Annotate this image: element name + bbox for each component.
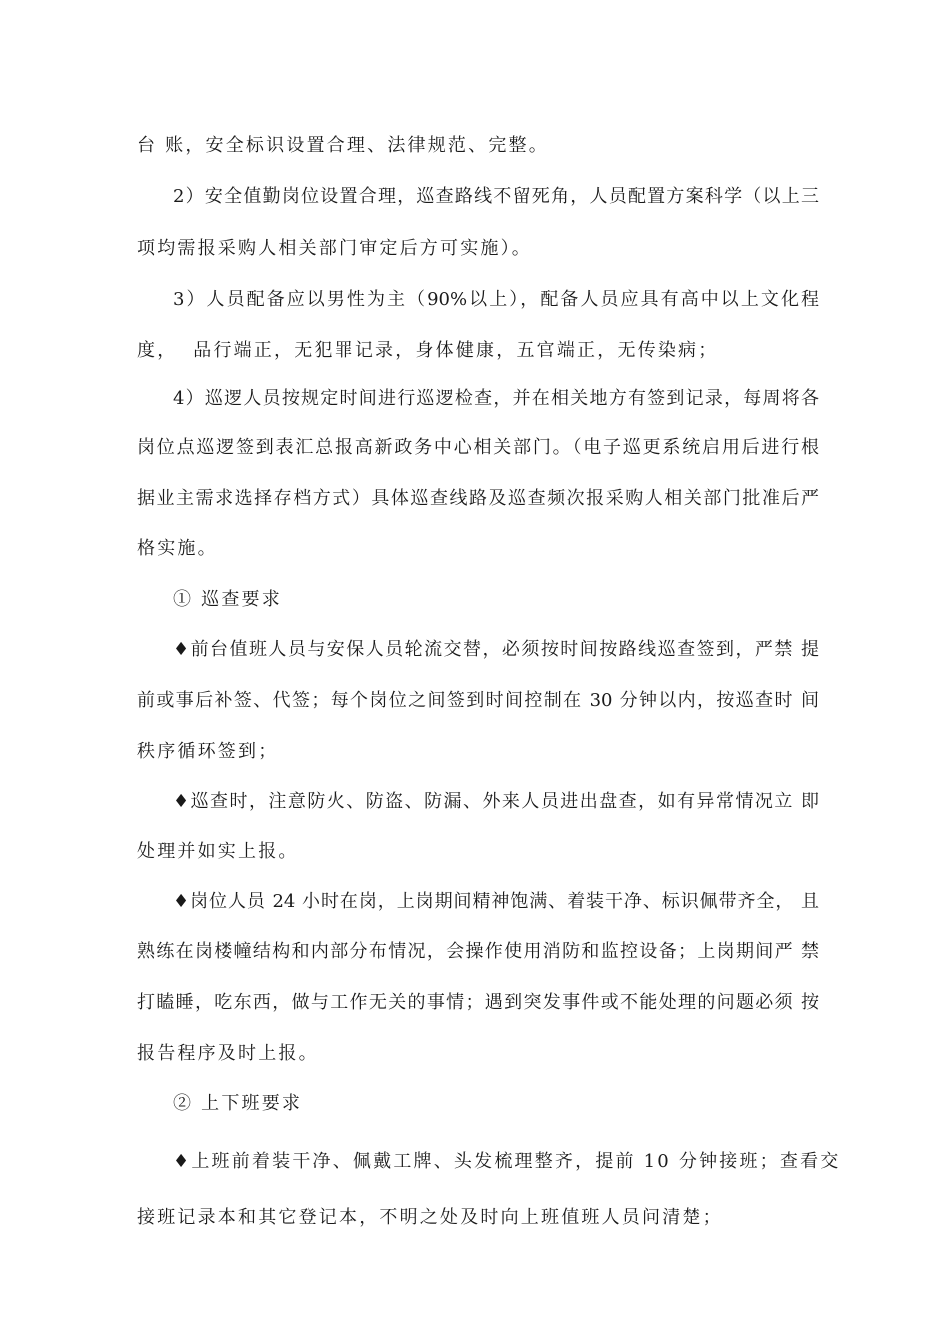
text-line: ♦岗位人员 24 小时在岗，上岗期间精神饱满、着装干净、标识佩带齐全， 且 bbox=[173, 891, 819, 912]
text-line: 项均需报采购人相关部门审定后方可实施）。 bbox=[137, 238, 532, 259]
section-heading: ② 上下班要求 bbox=[173, 1093, 303, 1114]
text-line: 3）人员配备应以男性为主（90%以上），配备人员应具有高中以上文化程 bbox=[173, 289, 819, 310]
section-heading: ① 巡查要求 bbox=[173, 589, 282, 610]
text-line: 台 账，安全标识设置合理、法律规范、完整。 bbox=[137, 135, 549, 156]
text-line: 格实施。 bbox=[137, 538, 218, 559]
text-line: 处理并如实上报。 bbox=[137, 841, 299, 862]
text-line: 度， 品行端正，无犯罪记录，身体健康，五官端正，无传染病； bbox=[137, 340, 719, 361]
text-line: 据业主需求选择存档方式）具体巡查线路及巡查频次报采购人相关部门批准后严 bbox=[137, 488, 819, 509]
text-line: ♦上班前着装干净、佩戴工牌、头发梳理整齐，提前 10 分钟接班；查看交 bbox=[173, 1151, 841, 1172]
text-line: 报告程序及时上报。 bbox=[137, 1043, 319, 1064]
text-line: 前或事后补签、代签；每个岗位之间签到时间控制在 30 分钟以内，按巡查时 间 bbox=[137, 690, 819, 711]
text-line: 秩序循环签到； bbox=[137, 741, 279, 762]
text-line: 岗位点巡逻签到表汇总报高新政务中心相关部门。（电子巡更系统启用后进行根 bbox=[137, 437, 819, 458]
text-line: 4）巡逻人员按规定时间进行巡逻检查，并在相关地方有签到记录，每周将各 bbox=[173, 388, 819, 409]
text-line: 接班记录本和其它登记本，不明之处及时向上班值班人员问清楚； bbox=[137, 1207, 723, 1228]
text-line: ♦巡查时，注意防火、防盗、防漏、外来人员进出盘查，如有异常情况立 即 bbox=[173, 791, 819, 812]
text-line: 熟练在岗楼幢结构和内部分布情况，会操作使用消防和监控设备；上岗期间严 禁 bbox=[137, 941, 819, 962]
text-line: ♦前台值班人员与安保人员轮流交替，必须按时间按路线巡查签到，严禁 提 bbox=[173, 639, 819, 660]
text-line: 2）安全值勤岗位设置合理，巡查路线不留死角，人员配置方案科学（以上三 bbox=[173, 186, 819, 207]
text-line: 打瞌睡，吃东西，做与工作无关的事情；遇到突发事件或不能处理的问题必须 按 bbox=[137, 992, 819, 1013]
